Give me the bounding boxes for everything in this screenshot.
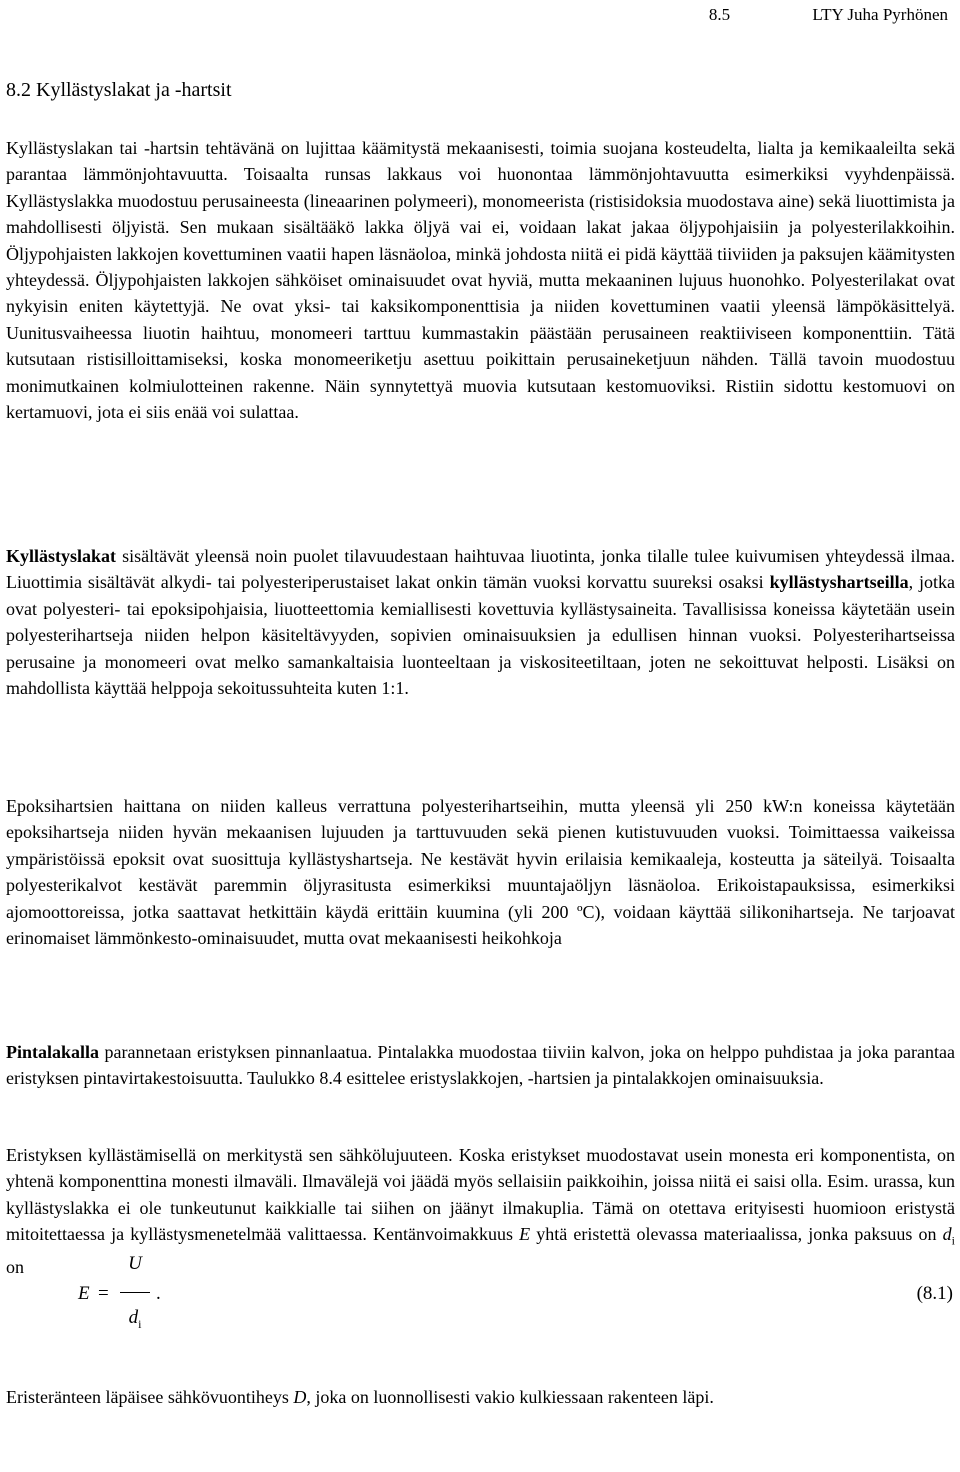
section-heading: 8.2 Kyllästyslakat ja -hartsit [6, 79, 232, 101]
equation-8-1 [6, 1247, 955, 1357]
paragraph-6-text-a: Eristeränteen läpäisee sähkövuontiheys [6, 1387, 294, 1407]
paragraph-4-text: parannetaan eristyksen pinnanlaatua. Pintalakka muodostaa tiiviin kalvon, joka on helppo puhdistaa ja joka parantaa eristyksen pintavirtakestoisuutta. Taulukko 8.4 esittelee eristyslakkojen, -hartsien ja pintalakkojen ominaisuuksia. [6, 1042, 955, 1089]
equation-denominator-symbol: d [128, 1307, 139, 1328]
header-author: LTY Juha Pyrhönen [812, 5, 948, 24]
paragraph-5-text-b: yhtä eristettä olevassa materiaalissa, jonka paksuus on [530, 1224, 943, 1245]
paragraph-2 [6, 543, 955, 701]
symbol-D: D [293, 1387, 307, 1407]
symbol-d-subscript: i [951, 1233, 955, 1248]
paragraph-1: Kyllästyslakan tai -hartsin tehtävänä on lujittaa käämitystä mekaanisesti, toimia suojana kosteudelta, lialta ja kemikaaleilta sekä parantaa lämmönjohtavuutta. Toisaalta runsas lakkaus voi huonontaa lämmönjohtavuutta esimerkiksi vyyhdenpäissä. Kyllästyslakka muodostuu perusaineesta (lineaarinen polymeeri), monomeerista (ristisidoksia muodostava aine) sekä liuottimista ja mahdollisesti öljyistä. Sen mukaan sisältääkö lakka öljyä vai ei, voidaan lakat jakaa öljypohjaisiin ja polyesterilakkoihin. Öljypohjaisten lakkojen kovettuminen vaatii hapen läsnäoloa, minkä johdosta niitä ei pidä käyttää tiiviiden ja paksujen käämitysten yhteydessä. Öljypohjaisten lakkojen sähköiset ominaisuudet ovat hyviä, mutta mekaaninen lujuus huonohko. Polyesterilakat ovat nykyisin eniten käytettyjä. Ne ovat yksi- tai kaksikomponenttisia ja niiden kovettuminen vaatii yleensä lämpökäsittelyä. Uunitusvaiheessa liuotin haihtuu, monomeeri tarttuu kummastakin päästään perusaineen reaktiiviseen komponenttiin. Tätä kutsutaan ristisilloittamiseksi, koska monomeeriketju asettuu poikittain perusaineketjuun nähden. Tällä tavoin muodostuu monimutkainen kolmiulotteinen rakenne. Näin synnytettyä muovia kutsutaan kestomuoviksi. Ristiin sidottu kestomuovi on kertamuovi, jota ei siis enää voi sulattaa. [6, 138, 955, 423]
equation-denominator-subscript: i [138, 1316, 142, 1331]
equation-period: . [156, 1283, 161, 1304]
paragraph-5-text-c: on [6, 1257, 24, 1278]
paragraph-2-text-b: , jotka ovat polyesteri- tai epoksipohjaisia, liuotteettomia kemiallisesti kovettuvia kyllästysaineita. Tavallisissa koneissa käytetään usein polyesterihartseja niiden helpon käsiteltävyyden, sopivien ominaisuuksien ja edullisen hinnan vuoksi. Polyesterihartseissa perusaine ja monomeeri ovat melko samankaltaisia luonteeltaan ja viskositeetiltaan, joten ne sekoittuvat helposti. Lisäksi on mahdollista käyttää helppoja sekoitussuhteita kuten 1:1. [6, 572, 955, 699]
equation-equals: = [98, 1283, 109, 1304]
page-number: 8.5 [708, 5, 731, 24]
equation-lhs: E [78, 1283, 90, 1304]
term-kyllastyshartseilla: kyllästyshartseilla [769, 572, 909, 593]
equation-number: (8.1) [916, 1283, 953, 1304]
paragraph-6 [6, 1384, 955, 1410]
paragraph-5-text-a: Eristyksen kyllästämisellä on merkitystä sen sähkölujuuteen. Koska eristykset muodostavat usein monesta eri komponentista, on yhtenä komponenttina monesti ilmaväli. Ilmavälejä voi jäädä myös sellaisiin paikkoihin, joissa niitä ei saisi olla. Esim. urassa, kun kyllästyslakka ei ole tunkeutunut kaikkialle tai siihen on jäänyt ilmakuplia. Tämä on otettava erityisesti huomioon eristystä mitoitettaessa ja kyllästysmenetelmää valittaessa. Kentänvoimakkuus [6, 1145, 955, 1245]
paragraph-4 [6, 1039, 955, 1092]
page-header [709, 0, 948, 30]
symbol-d: d [942, 1224, 952, 1245]
paragraph-6-text-b: , joka on luonnollisesti vakio kulkiessaan rakenteen läpi. [306, 1387, 714, 1407]
paragraph-2-text-a: sisältävät yleensä noin puolet tilavuudestaan haihtuvaa liuotinta, jonka tilalle tulee kuivumisen yhteydessä ilmaa. Liuottimia sisältävät alkydi- tai polyesteriperustaiset lakat onkin tämän vuoksi korvattu suureksi osaksi [6, 546, 955, 593]
symbol-E: E [519, 1224, 531, 1245]
paragraph-3: Epoksihartsien haittana on niiden kalleus verrattuna polyesterihartseihin, mutta yleensä yli 250 kW:n koneissa käytetään epoksihartseja niiden hyvän mekaanisen lujuuden ja tarttuvuuden sekä pienen kutistuvuuden vuoksi. Toimittaessa vaikeissa ympäristöissä epoksit ovat suosittuja kyllästyshartseja. Ne kestävät hyvin erilaisia kemikaaleja, kosteutta ja säteilyä. Toisaalta polyesterikalvot kestävät paremmin öljyrasitusta esimerkiksi muuntajaöljyn läsnäoloa. Erikoistapauksissa, esimerkiksi ajomoottoreissa, jotka saattavat hetkittäin käydä erittäin kuumina (yli 200 ºC), voidaan käyttää silikonihartseja. Ne tarjoavat erinomaiset lämmönkesto-ominaisuudet, mutta ovat mekaanisesti heikohkoja [6, 796, 955, 949]
equation-fraction [120, 1247, 150, 1333]
term-pintalakalla: Pintalakalla [6, 1042, 100, 1062]
equation-numerator: U [128, 1253, 142, 1274]
term-kyllastyslakat: Kyllästyslakat [6, 546, 117, 566]
fraction-bar [120, 1292, 150, 1293]
equation-denominator [120, 1303, 150, 1333]
